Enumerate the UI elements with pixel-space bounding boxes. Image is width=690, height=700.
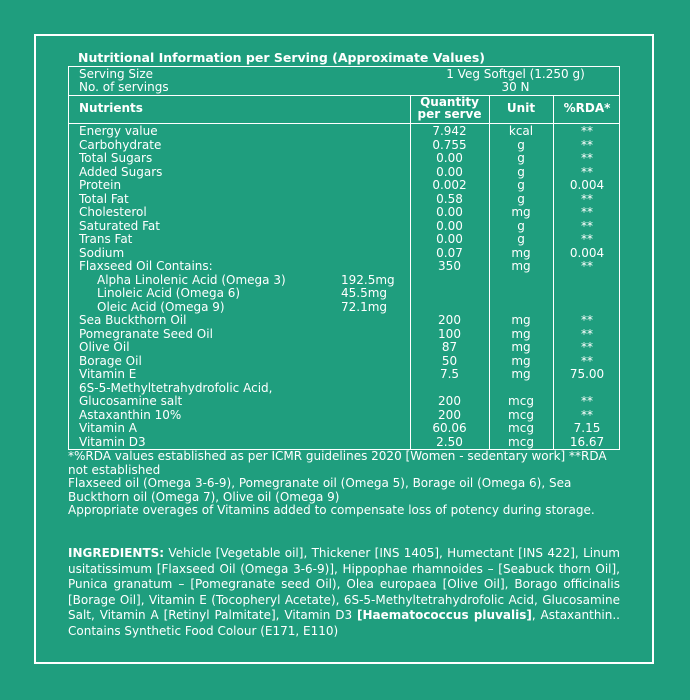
nutrient-rda: 16.67 (569, 434, 605, 449)
nutrient-qty: 0.002 (432, 178, 467, 192)
sub-nutrient-value: 192.5mg (341, 272, 395, 287)
nutrient-name: Vitamin A (79, 421, 137, 435)
nutrient-qty: 100 (438, 326, 461, 341)
nutrient-name: Pomegranate Seed Oil (79, 326, 213, 341)
sub-nutrient-name: Oleic Acid (Omega 9) (97, 299, 225, 314)
nutrient-name: Total Sugars (79, 151, 153, 165)
nutrient-name: Vitamin E (79, 367, 137, 381)
nutrient-rda: ** (581, 137, 593, 152)
header-quantity-line1: Quantity (420, 95, 479, 109)
nutrient-unit: g (517, 137, 525, 152)
nutrient-rda: ** (581, 394, 593, 408)
note-rda: *%RDA values established as per ICMR guidelines 2020 [Women - sedentary work] **RDA not established (68, 449, 607, 477)
nutrient-qty: 87 (441, 340, 458, 354)
nutrient-rda: ** (581, 232, 593, 246)
footnotes (68, 450, 628, 518)
nutrient-name: Borage Oil (79, 353, 142, 368)
nutrient-name: Vitamin D3 (79, 434, 146, 449)
nutrient-unit: mg (511, 367, 531, 381)
nutrient-unit: g (517, 164, 525, 179)
nutrient-unit: mg (511, 313, 531, 327)
sub-nutrient-name: Alpha Linolenic Acid (Omega 3) (97, 272, 286, 287)
nutrient-qty: 0.58 (436, 191, 463, 206)
nutrient-name: Protein (79, 178, 122, 192)
nutrient-unit: mg (511, 205, 531, 219)
nutrient-rda: ** (581, 151, 593, 165)
nutrient-rda: ** (581, 407, 593, 422)
header-rda: %RDA* (563, 101, 611, 115)
methyl-folate-name: 6S-5-Methyltetrahydrofolic Acid, (79, 380, 273, 395)
nutrient-qty: 0.00 (436, 164, 463, 179)
nutrient-unit: g (517, 191, 525, 206)
nutrient-rda: ** (581, 340, 593, 354)
nutrient-name: Energy value (79, 124, 158, 138)
ingredients-tail: , Astaxanthin.. Contains Synthetic Food Colour (E171, E110) (68, 608, 620, 638)
sub-nutrient-value: 45.5mg (341, 286, 388, 300)
rule-serving (69, 95, 619, 96)
nutrient-name: Added Sugars (79, 164, 163, 179)
nutrient-rda: ** (581, 313, 593, 327)
nutrient-rda: ** (581, 191, 593, 206)
servings-count-label: No. of servings (79, 80, 169, 94)
nutrient-rda: ** (581, 218, 593, 233)
nutrient-qty: 0.00 (436, 232, 463, 246)
nutrient-name: Saturated Fat (79, 218, 160, 233)
nutrient-qty: 200 (438, 407, 461, 422)
nutrient-qty: 200 (438, 313, 461, 327)
nutrient-rda: ** (581, 259, 593, 273)
nutrient-unit: mcg (508, 407, 534, 422)
nutrient-rda: 0.004 (569, 178, 605, 192)
nutrient-rda: 7.15 (573, 421, 601, 435)
nutrient-unit: g (517, 232, 525, 246)
nutrient-rda: ** (581, 124, 593, 138)
ingredients-label: INGREDIENTS: (68, 546, 165, 560)
nutrient-name: Flaxseed Oil Contains: (79, 259, 213, 273)
nutrient-unit: g (517, 151, 525, 165)
ingredients-bold: [Haematococcus pluvalis] (356, 608, 532, 622)
nutrient-name: Sodium (79, 245, 125, 260)
header-unit: Unit (506, 101, 536, 115)
nutrient-name: Trans Fat (79, 232, 133, 246)
nutrient-qty: 7.5 (439, 367, 460, 381)
nutrient-qty: 0.00 (436, 218, 463, 233)
serving-size-value: 1 Veg Softgel (1.250 g) (446, 67, 585, 81)
nutrient-name: Sea Buckthorn Oil (79, 313, 187, 327)
nutrient-unit: mg (511, 340, 531, 354)
header-quantity-line2: per serve (417, 107, 482, 121)
nutrient-name: Glucosamine salt (79, 394, 183, 408)
nutrient-unit: mcg (508, 434, 534, 449)
nutrient-rda: ** (581, 326, 593, 341)
nutrient-qty: 0.00 (436, 151, 463, 165)
nutrient-unit: mg (511, 259, 531, 273)
note-oils: Flaxseed oil (Omega 3-6-9), Pomegranate oil (Omega 5), Borage oil (Omega 6), Sea Buckthorn oil (Omega 7), Olive oil (Omega 9) (68, 476, 572, 504)
nutrient-rda: 75.00 (569, 367, 605, 381)
nutrient-qty: 0.07 (436, 245, 463, 260)
sub-nutrient-name: Linoleic Acid (Omega 6) (97, 286, 241, 300)
nutrient-name: Cholesterol (79, 205, 147, 219)
nutrient-qty: 0.755 (432, 137, 467, 152)
serving-size-label: Serving Size (79, 67, 154, 81)
ingredients (68, 546, 620, 639)
nutrition-table (68, 66, 620, 450)
nutrient-rda: 0.004 (569, 245, 605, 260)
nutrient-unit: g (517, 178, 525, 192)
page-title: Nutritional Information per Serving (Approximate Values) (78, 50, 486, 65)
nutrient-unit: mcg (508, 394, 534, 408)
nutrient-name: Total Fat (79, 191, 129, 206)
header-nutrients: Nutrients (79, 101, 143, 115)
nutrient-unit: mg (511, 245, 531, 260)
nutrient-unit: g (517, 218, 525, 233)
nutrient-qty: 200 (438, 394, 461, 408)
nutrient-qty: 350 (438, 259, 461, 273)
servings-count-value: 30 N (501, 80, 530, 94)
nutrient-unit: mcg (508, 421, 534, 435)
nutrient-name: Carbohydrate (79, 137, 162, 152)
nutrient-name: Astaxanthin 10% (79, 407, 182, 422)
ingredients-text: Vehicle [Vegetable oil], Thickener [INS 1405], Humectant [INS 422], Linum usitatissimum [Flaxseed Oil (Omega 3-6-9)], Hippophae rhamnoides – [Seabuck thorn Oil], Punica granatum – [Pomegranate seed Oil), Olea europaea [Olive Oil], Borago officinalis [Borage Oil], Vitamin E (Tocopheryl Acetate), 6S-5-Methyltetrahydrofolic Acid, Glucosamine Salt, Vitamin A [Retinyl Palmitate], Vitamin D3 (68, 546, 620, 622)
nutrient-rda: ** (581, 205, 593, 219)
nutrient-qty: 7.942 (432, 124, 467, 138)
nutrient-qty: 50 (441, 353, 458, 368)
header-quantity (410, 96, 489, 120)
note-overages: Appropriate overages of Vitamins added to compensate loss of potency during storage. (68, 503, 595, 517)
nutrient-qty: 2.50 (436, 434, 463, 449)
nutrient-unit: kcal (508, 124, 534, 138)
nutrient-name: Olive Oil (79, 340, 130, 354)
nutrient-unit: mg (511, 326, 531, 341)
nutrient-rda: ** (581, 164, 593, 179)
nutrient-qty: 60.06 (432, 421, 467, 435)
nutrient-qty: 0.00 (436, 205, 463, 219)
nutrient-unit: mg (511, 353, 531, 368)
nutrient-rda: ** (581, 353, 593, 368)
sub-nutrient-value: 72.1mg (341, 299, 388, 314)
